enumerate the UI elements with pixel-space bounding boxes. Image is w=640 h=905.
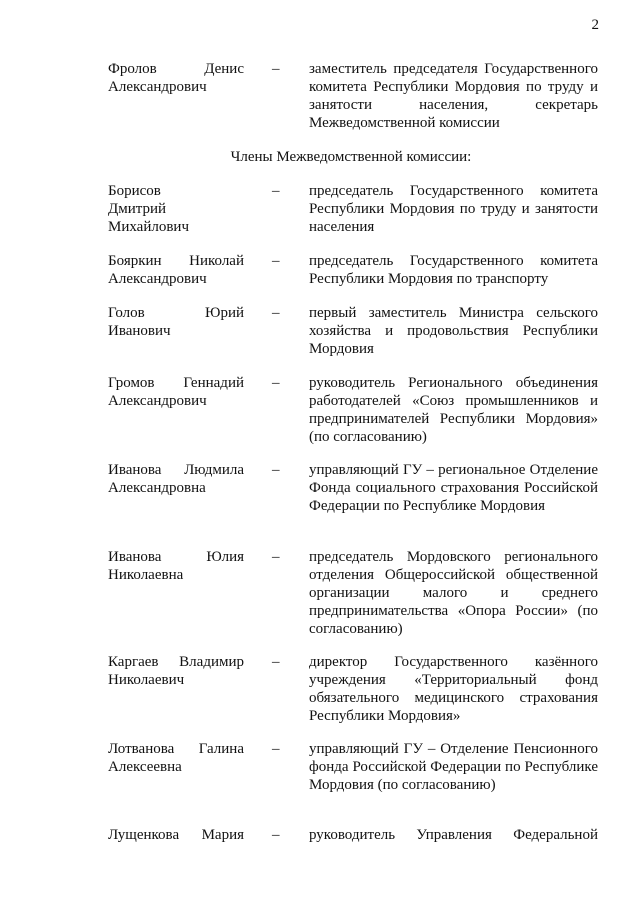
dash: – xyxy=(272,654,280,670)
person-name xyxy=(108,252,244,288)
members-heading: Члены Межведомственной комиссии: xyxy=(230,149,472,165)
person-role: председатель Государственного комитета Республики Мордовия по транспорту xyxy=(309,253,598,287)
name-line: Лотванова Галина xyxy=(108,741,244,757)
person-role: заместитель председателя Государственного комитета Республики Мордовия по труду и занятости населения, секретарь Межведомственной комиссии xyxy=(309,61,598,131)
dash: – xyxy=(272,375,280,391)
person-name xyxy=(108,740,244,776)
name-line: Голов Юрий xyxy=(108,305,244,321)
name-line: Александровна xyxy=(108,480,206,496)
dash: – xyxy=(272,462,280,478)
person-name xyxy=(108,653,244,689)
name-line: Николаевич xyxy=(108,672,185,688)
person-name xyxy=(108,374,244,410)
person-role: управляющий ГУ – Отделение Пенсионного фонда Российской Федерации по Республике Мордовия (по согласованию) xyxy=(309,741,598,793)
name-line: Николаевна xyxy=(108,567,184,583)
name-line: Иванова Людмила xyxy=(108,462,244,478)
name-line: Фролов Денис xyxy=(108,61,244,77)
name-line: Каргаев Владимир xyxy=(108,654,244,670)
name-line: Громов Геннадий xyxy=(108,375,244,391)
dash: – xyxy=(272,827,280,843)
person-role: председатель Мордовского регионального отделения Общероссийской общественной организации малого и среднего предпринимательства «Опора России» (по согласованию) xyxy=(309,549,598,637)
name-line: Алексеевна xyxy=(108,759,182,775)
person-name xyxy=(108,461,244,497)
person-name xyxy=(108,304,244,340)
dash: – xyxy=(272,549,280,565)
name-line: Иванова Юлия xyxy=(108,549,244,565)
person-name xyxy=(108,60,244,96)
name-line: Борисов xyxy=(108,183,161,199)
dash: – xyxy=(272,183,280,199)
name-line: Александрович xyxy=(108,79,207,95)
person-role: руководитель Регионального объединения работодателей «Союз промышленников и предпринимателей Республики Мордовия» (по согласованию) xyxy=(309,375,598,445)
name-line: Дмитрий xyxy=(108,201,167,217)
person-name xyxy=(108,548,244,584)
person-name xyxy=(108,182,244,236)
name-line: Александрович xyxy=(108,271,207,287)
person-role: председатель Государственного комитета Республики Мордовия по труду и занятости населения xyxy=(309,183,598,235)
name-line: Лущенкова Мария xyxy=(108,827,244,843)
name-line: Иванович xyxy=(108,323,171,339)
name-line: Александрович xyxy=(108,393,207,409)
dash: – xyxy=(272,253,280,269)
dash: – xyxy=(272,305,280,321)
person-name xyxy=(108,826,244,844)
name-line: Бояркин Николай xyxy=(108,253,244,269)
person-role: директор Государственного казённого учреждения «Территориальный фонд обязательного медицинского страхования Республики Мордовия» xyxy=(309,654,598,724)
name-line: Михайлович xyxy=(108,219,189,235)
dash: – xyxy=(272,741,280,757)
person-role: руководитель Управления Федеральной xyxy=(309,827,598,843)
dash: – xyxy=(272,61,280,77)
person-role: первый заместитель Министра сельского хозяйства и продовольствия Республики Мордовия xyxy=(309,305,598,357)
person-role: управляющий ГУ – региональное Отделение Фонда социального страхования Российской Федерации по Республике Мордовия xyxy=(309,462,598,514)
page-number: 2 xyxy=(591,17,599,33)
